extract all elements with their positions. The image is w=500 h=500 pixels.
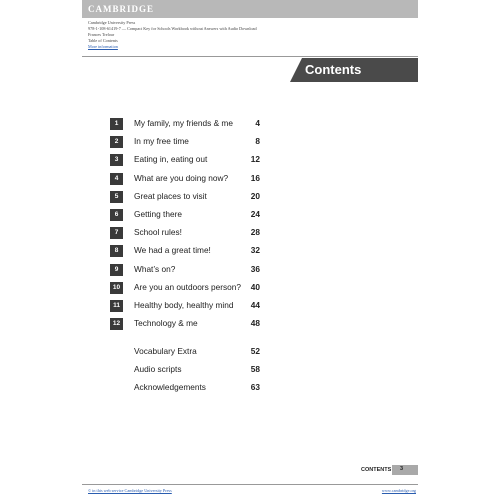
extras-row [110, 363, 260, 381]
unit-title: Technology & me [134, 318, 198, 329]
extras-page: 63 [250, 382, 260, 393]
copyright-link[interactable]: © in this web service Cambridge University Press [88, 488, 172, 493]
toc-row [110, 208, 260, 226]
extras-row [110, 345, 260, 363]
unit-page: 36 [250, 263, 260, 274]
website-link[interactable]: www.cambridge.org [381, 488, 416, 493]
unit-page: 48 [250, 318, 260, 329]
footer-divider [82, 484, 418, 485]
extras-title: Vocabulary Extra [134, 346, 197, 356]
footer-section-label: CONTENTS [361, 467, 392, 473]
unit-title: What are you doing now? [134, 172, 229, 183]
brand-logo: CAMBRIDGE [88, 4, 155, 14]
unit-page: 16 [250, 172, 260, 183]
extras-row [110, 381, 260, 399]
page-title: Contents [305, 62, 362, 77]
unit-number: 1 [110, 118, 123, 130]
toc-row [110, 317, 260, 335]
toc-row [110, 117, 260, 135]
unit-page: 24 [250, 208, 260, 219]
section-label: Table of Contents [88, 38, 118, 43]
extras-list [110, 345, 260, 400]
isbn-title: 978-1-108-61419-7 — Compact Key for Schools Workbook without Answers with Audio Download [88, 26, 257, 31]
table-of-contents [110, 117, 260, 335]
toc-row [110, 244, 260, 262]
toc-row [110, 190, 260, 208]
unit-page: 40 [250, 281, 260, 292]
unit-number: 10 [110, 282, 123, 294]
extras-title: Acknowledgements [134, 382, 206, 393]
unit-title: We had a great time! [134, 245, 211, 256]
more-info-link[interactable]: More information [88, 44, 118, 49]
author: Frances Treloar [88, 32, 115, 37]
toc-row [110, 226, 260, 244]
extras-title: Audio scripts [134, 364, 182, 375]
unit-number: 8 [110, 245, 123, 257]
unit-number: 11 [110, 300, 123, 312]
unit-number: 2 [110, 136, 123, 148]
header-divider [82, 56, 418, 57]
unit-title: In my free time [134, 136, 189, 147]
unit-number: 12 [110, 318, 123, 330]
toc-row [110, 172, 260, 190]
extras-page: 52 [250, 346, 260, 356]
unit-page: 28 [250, 227, 260, 238]
toc-row [110, 153, 260, 171]
unit-title: What’s on? [134, 263, 176, 274]
extras-page: 58 [250, 364, 260, 375]
unit-page: 20 [250, 190, 260, 201]
unit-number: 9 [110, 264, 123, 276]
unit-number: 4 [110, 173, 123, 185]
toc-row [110, 263, 260, 281]
toc-row [110, 135, 260, 153]
unit-page: 8 [255, 136, 260, 147]
unit-number: 5 [110, 191, 123, 203]
unit-page: 12 [250, 154, 260, 165]
footer-page-tab [392, 465, 418, 475]
unit-title: Healthy body, healthy mind [134, 299, 234, 310]
unit-number: 7 [110, 227, 123, 239]
unit-title: Are you an outdoors person? [134, 281, 242, 292]
unit-title: Getting there [134, 208, 182, 219]
toc-row [110, 299, 260, 317]
page-number: 3 [400, 466, 404, 472]
unit-page: 4 [255, 118, 260, 128]
toc-row [110, 281, 260, 299]
document-meta [88, 20, 257, 50]
unit-title: School rules! [134, 227, 182, 238]
unit-title: My family, my friends & me [134, 118, 233, 128]
unit-page: 44 [250, 299, 260, 310]
unit-number: 3 [110, 154, 123, 166]
unit-number: 6 [110, 209, 123, 221]
publisher: Cambridge University Press [88, 20, 136, 25]
unit-title: Eating in, eating out [134, 154, 208, 165]
unit-title: Great places to visit [134, 190, 207, 201]
unit-page: 32 [250, 245, 260, 256]
